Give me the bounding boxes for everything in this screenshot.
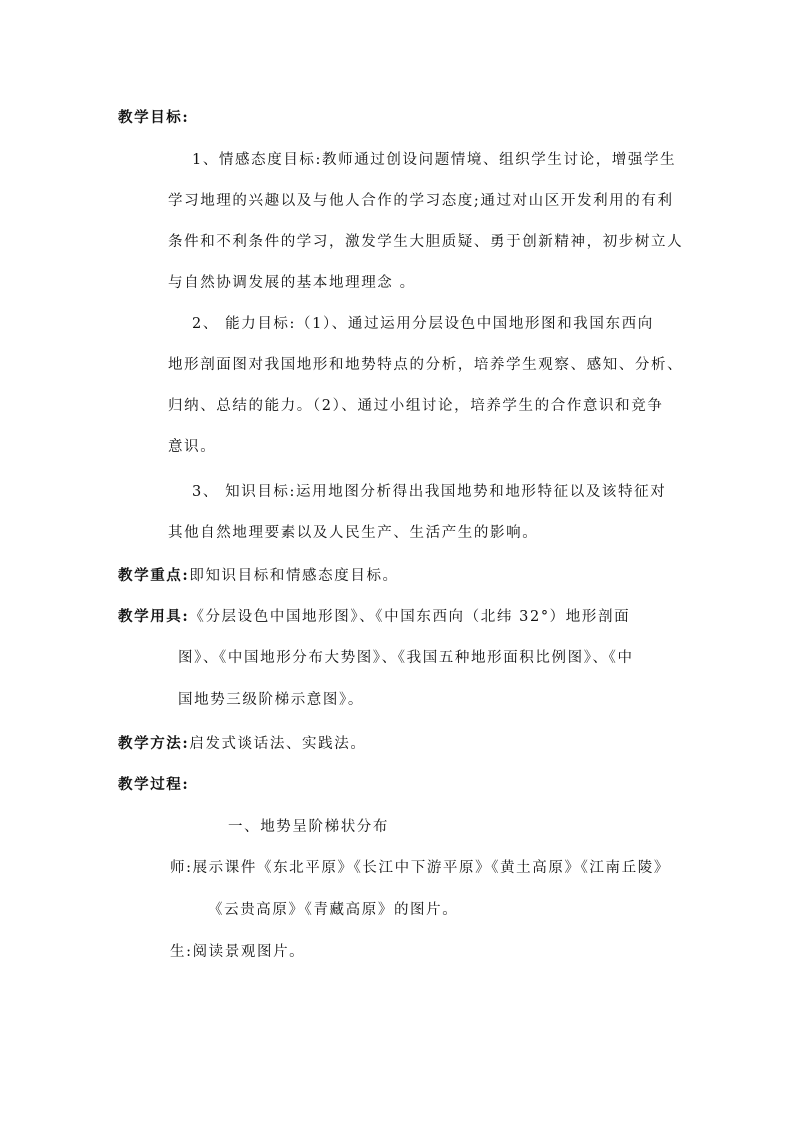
objectives-heading: 教学目标: [118,109,190,126]
objective3-line2: 其他自然地理要素以及人民生产、生活产生的影响。 [168,525,539,541]
objective1-line4: 与自然协调发展的基本地理理念 。 [168,275,416,291]
objective2-line1: 2、 能力目标:（1）、通过运用分层设色中国地形图和我国东西向 [192,316,654,332]
tools-line2: 图》、《中国地形分布大势图》、《我国五种地形面积比例图》、《中 [178,650,634,666]
objective2-line4: 意识。 [168,439,217,455]
tools-line3: 国地势三级阶梯示意图》。 [178,692,364,708]
objective1-line3: 条件和不利条件的学习，激发学生大胆质疑、勇于创新精神，初步树立人 [168,234,684,250]
objective1-line1: 1、情感态度目标:教师通过创设问题情境、组织学生讨论，增强学生 [192,152,677,168]
student-line: 生:阅读景观图片。 [170,944,306,960]
process-heading: 教学过程: [118,776,190,793]
objective3-line1: 3、 知识目标:运用地图分析得出我国地势和地形特征以及该特征对 [192,484,667,500]
tools-text-line1: 《分层设色中国地形图》、《中国东西向（北纬 32°）地形剖面 [189,609,631,625]
teacher-line2: 《云贵高原》《青藏高原》的图片。 [208,902,459,918]
tools-label: 教学用具: [118,608,190,625]
key-points-text: 即知识目标和情感态度目标。 [189,568,399,584]
methods-text: 启发式谈话法、实践法。 [189,736,367,752]
objective2-line2: 地形剖面图对我国地形和地势特点的分析，培养学生观察、感知、分析、 [168,357,684,373]
methods [118,734,366,754]
section1-title: 一、地势呈阶梯状分布 [228,819,389,835]
tools-line1 [118,607,630,627]
key-points [118,566,399,586]
methods-label: 教学方法: [118,735,190,752]
teacher-line1: 师:展示课件《东北平原》《长江中下游平原》《黄土高原》《江南丘陵》 [170,860,670,876]
objective2-line3: 归纳、总结的能力。（2）、通过小组讨论，培养学生的合作意识和竞争 [168,398,664,414]
objective1-line2: 学习地理的兴趣以及与他人合作的学习态度;通过对山区开发利用的有利 [168,193,674,209]
key-points-label: 教学重点: [118,567,190,584]
